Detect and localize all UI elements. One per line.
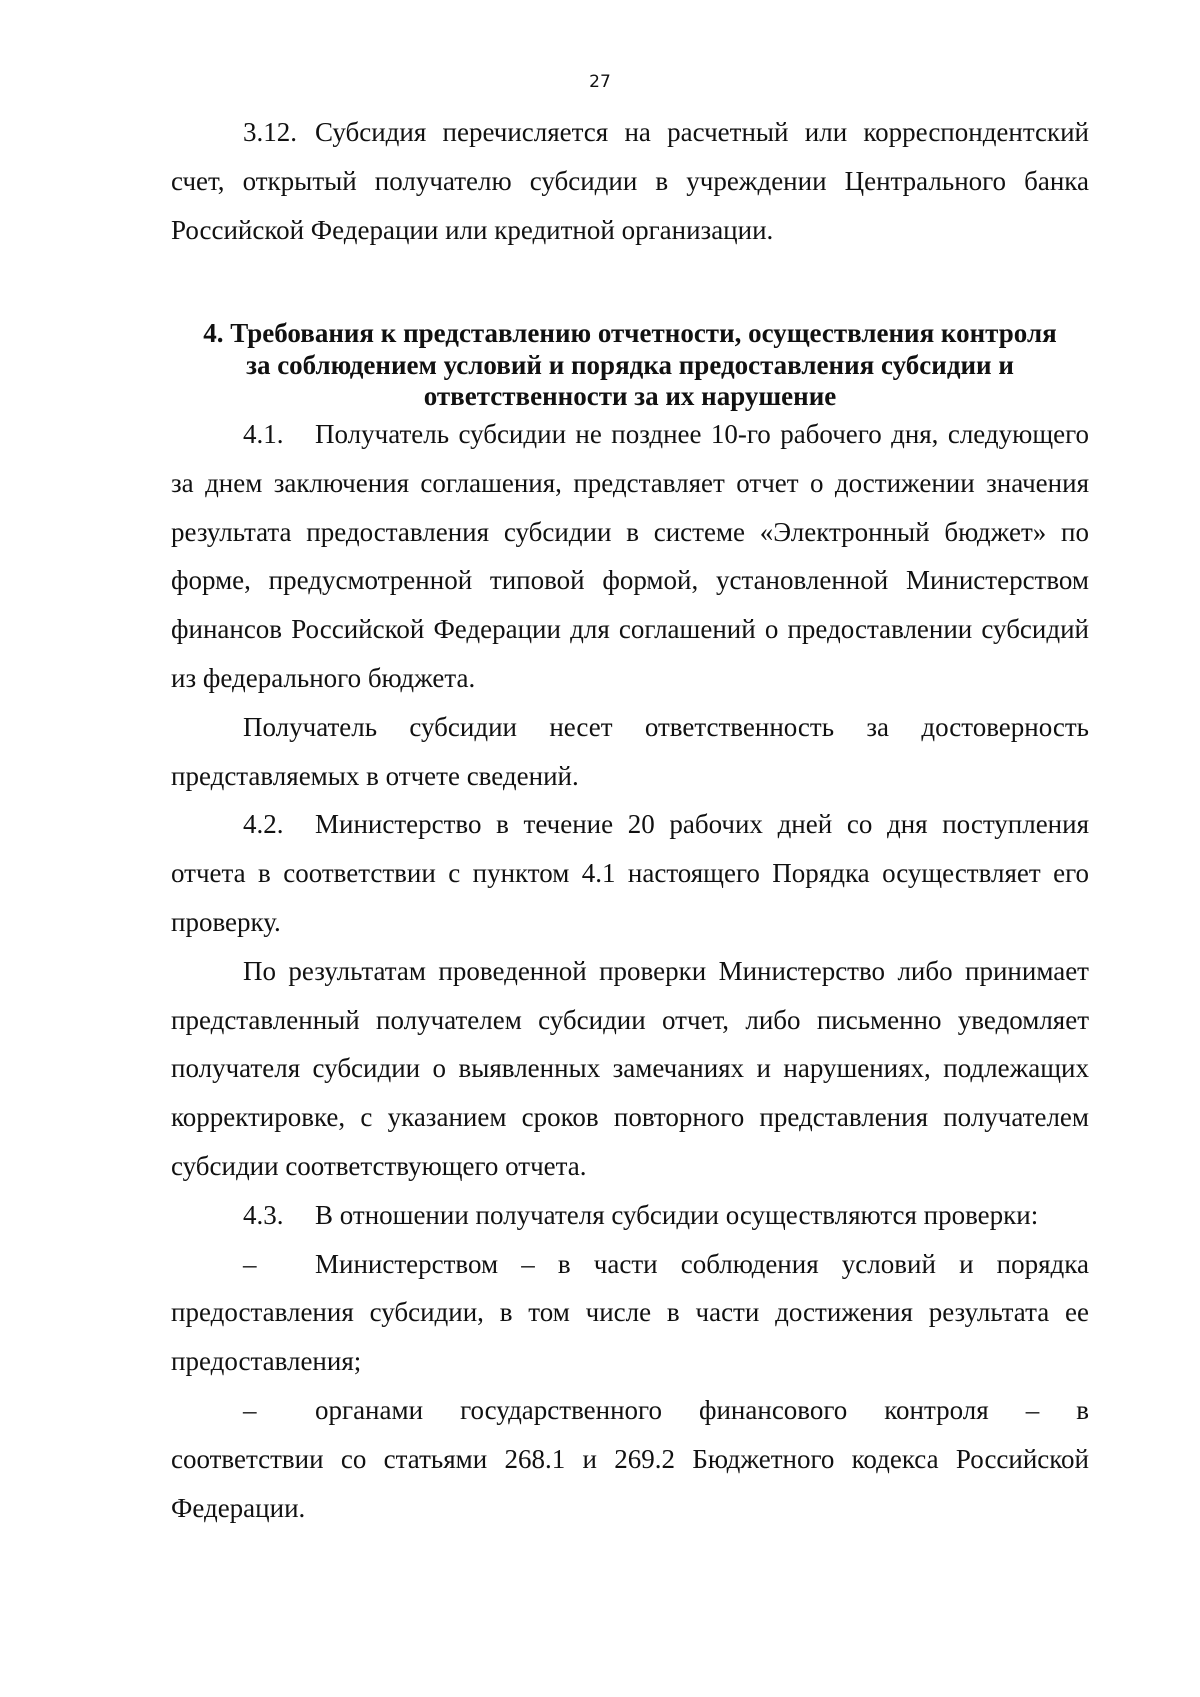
dash-bullet: – <box>243 1248 257 1279</box>
paragraph-text: Получатель субсидии не позднее 10-го рабочего дня, следующего за днем заключения соглашения, представляет отчет о достижении значения результата предоставления субсидии в системе «Электронный бюджет» по форме, предусмотренной типовой формой, установленной Министерством финансов Российской Федерации для соглашений о предоставлении субсидий из федерального бюджета. <box>171 419 1089 693</box>
list-item-text: Министерством – в части соблюдения условий и порядка предоставления субсидии, в том числе в части достижения результата ее предоставления; <box>171 1248 1089 1377</box>
paragraph-text: Министерство в течение 20 рабочих дней со дня поступления отчета в соответствии с пунктом 4.1 настоящего Порядка осуществляет его проверку. <box>171 809 1089 937</box>
paragraph-number: 4.3. <box>243 1199 284 1230</box>
heading-line: за соблюдением условий и порядка предоставления субсидии и <box>246 349 1014 380</box>
paragraph-4-1-responsibility: Получатель субсидии несет ответственность за достоверность представляемых в отчете сведений. <box>171 711 1089 791</box>
paragraph-number: 3.12. <box>243 117 297 147</box>
page-number: 27 <box>589 72 611 92</box>
section-4-body <box>171 410 1089 1532</box>
paragraph-number: 4.2. <box>243 809 284 840</box>
paragraph-4-3 <box>171 1191 1089 1240</box>
paragraph-number: 4.1. <box>243 419 284 449</box>
list-item-ministry <box>171 1240 1089 1386</box>
paragraph-text: Субсидия перечисляется на расчетный или корреспондентский счет, открытый получателю субсидии в учреждении Центрального банка Российской Федерации или кредитной организации. <box>171 117 1089 245</box>
dash-bullet: – <box>243 1394 257 1425</box>
paragraph-4-2 <box>171 800 1089 946</box>
paragraph-3-12 <box>171 108 1089 254</box>
paragraph-4-2-results: По результатам проведенной проверки Министерство либо принимает представленный получателем субсидии отчет, либо письменно уведомляет получателя субсидии о выявленных замечаниях и нарушениях, подлежащих корректировке, с указанием сроков повторного представления получателем субсидии соответствующего отчета. <box>171 955 1089 1181</box>
section-heading <box>171 318 1089 413</box>
list-item-text: органами государственного финансового контроля – в соответствии со статьями 268.1 и 269.2 Бюджетного кодекса Российской Федерации. <box>171 1394 1089 1523</box>
paragraph-text: В отношении получателя субсидии осуществляются проверки: <box>315 1199 1039 1230</box>
heading-line: ответственности за их нарушение <box>423 381 837 411</box>
list-item-control-bodies <box>171 1386 1089 1532</box>
heading-line: 4. Требования к представлению отчетности, осуществления контроля <box>203 318 1057 348</box>
paragraph-4-1 <box>171 410 1089 703</box>
